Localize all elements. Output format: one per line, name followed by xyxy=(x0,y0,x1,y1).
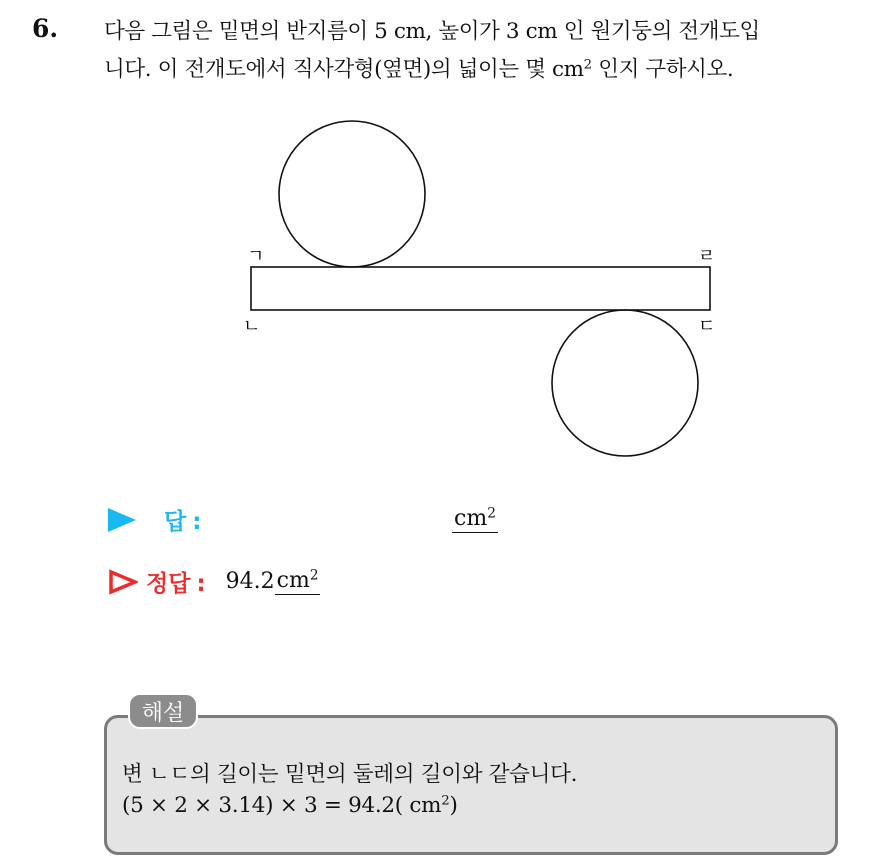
question-number: 6. xyxy=(32,14,59,43)
answer-label: 답 : xyxy=(164,509,202,535)
answer-input-blank[interactable] xyxy=(452,506,498,533)
answer-unit: cm xyxy=(454,506,488,531)
corner-label-top-left: ㄱ xyxy=(247,246,265,267)
correct-answer-row xyxy=(108,565,320,598)
explanation-formula: (5 × 2 × 3.14) × 3 = 94.2( cm xyxy=(122,793,442,818)
explanation-formula-end: ) xyxy=(449,793,458,818)
answer-unit-superscript: 2 xyxy=(487,505,496,522)
question-text-line-2-main: 니다. 이 전개도에서 직사각형(옆면)의 넓이는 몇 cm xyxy=(104,57,584,82)
correct-answer-label: 정답 : xyxy=(146,571,206,597)
correct-answer-value: 94.2 xyxy=(225,569,275,594)
explanation-tab: 해설 xyxy=(128,693,198,729)
corner-label-bottom-right: ㄷ xyxy=(698,316,716,337)
question-text-line-1: 다음 그림은 밑면의 반지름이 5 cm, 높이가 3 cm 인 원기둥의 전개도입 xyxy=(104,19,760,44)
corner-label-bottom-left: ㄴ xyxy=(243,316,261,337)
question-unit-superscript: 2 xyxy=(583,57,592,73)
outline-triangle-icon xyxy=(108,569,138,595)
correct-answer-unit: $cm^2$ xyxy=(276,567,319,593)
side-rectangle xyxy=(251,267,710,310)
explanation-line-1: 변 ㄴㄷ의 길이는 밑면의 둘레의 길이와 같습니다. xyxy=(122,762,578,787)
answer-row xyxy=(108,503,201,536)
bottom-base-circle xyxy=(552,310,698,456)
corner-label-top-right: ㄹ xyxy=(698,246,716,267)
explanation-line-2 xyxy=(122,793,458,818)
question-text-line-2-end: 인지 구하시오. xyxy=(591,57,734,82)
play-triangle-icon xyxy=(108,508,136,532)
top-base-circle xyxy=(279,121,425,267)
explanation-unit-superscript: 2 xyxy=(441,793,450,809)
